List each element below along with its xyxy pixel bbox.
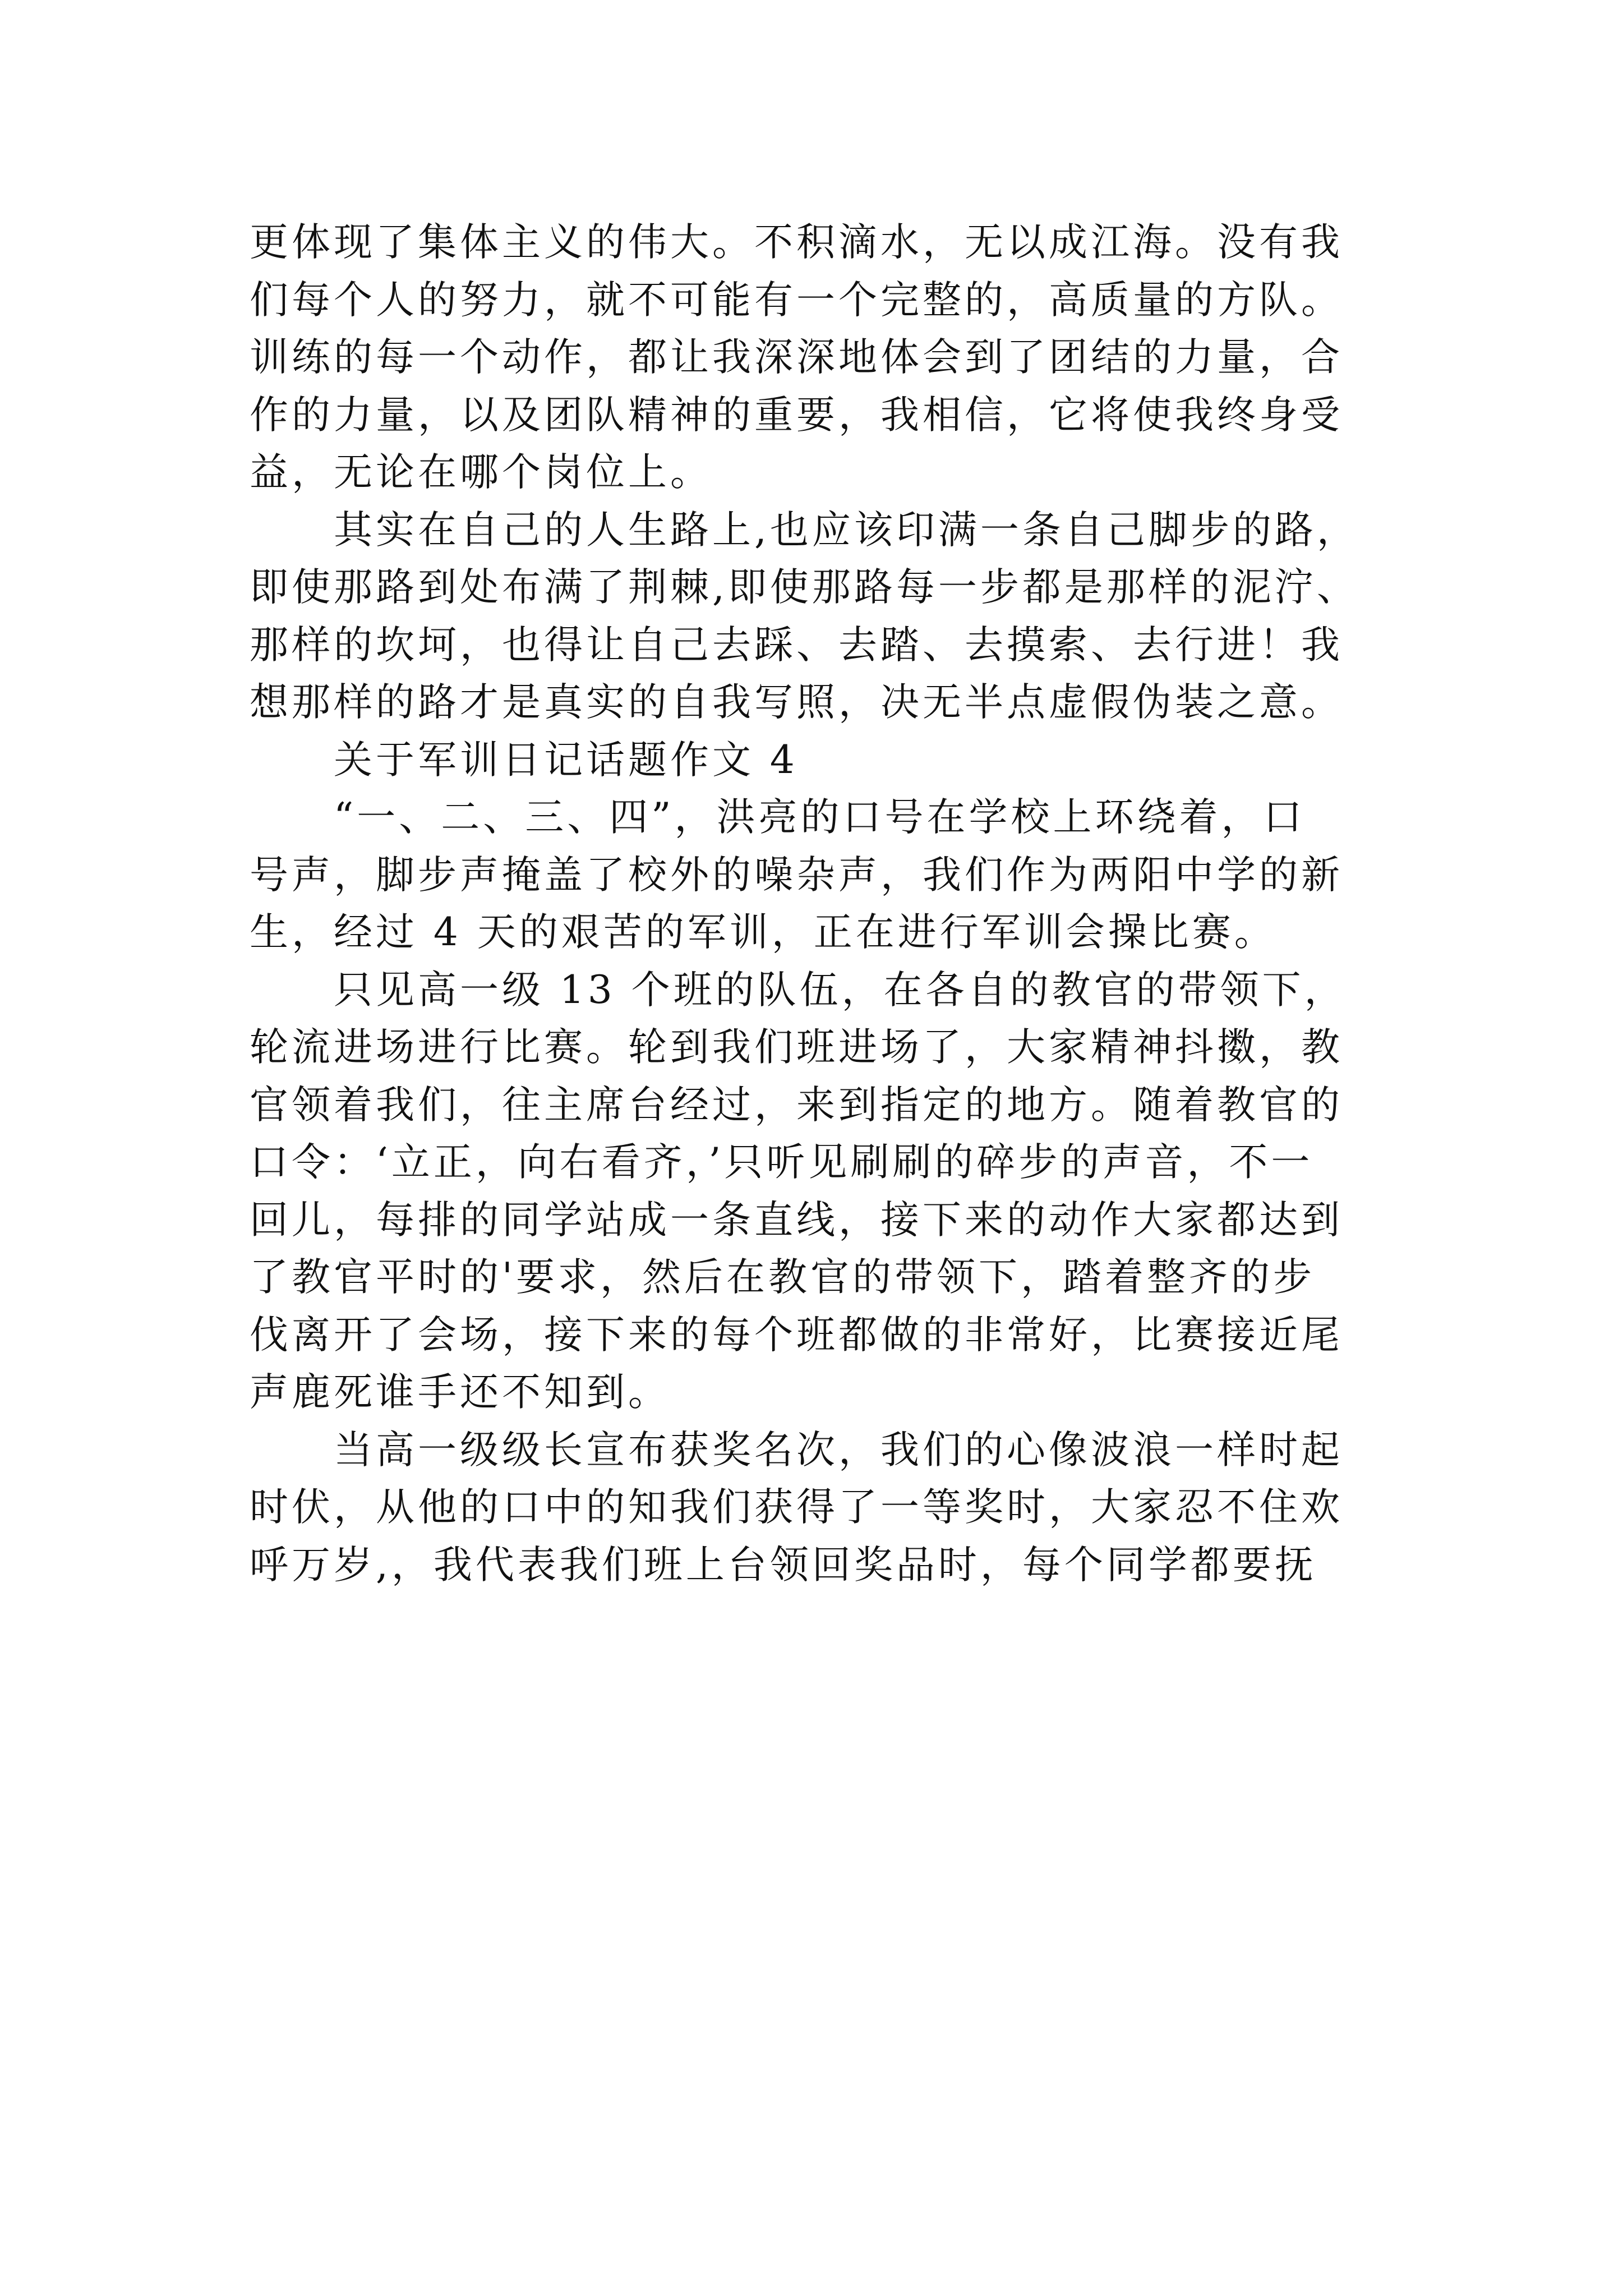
text-line: 生，经过 4 天的艰苦的军训，正在进行军训会操比赛。 [250,910,1276,955]
text-line: 那样的坎坷，也得让自己去踩、去踏、去摸索、去行进！我 [250,623,1343,668]
text-line: 回儿，每排的同学站成一条直线，接下来的动作大家都达到 [250,1198,1343,1243]
paragraph-first-line: 当高一级级长宣布获奖名次，我们的心像波浪一样时起 [334,1428,1343,1473]
paragraph-first-line: 其实在自己的人生路上,也应该印满一条自己脚步的路， [334,508,1359,553]
paragraph-first-line: 只见高一级 13 个班的队伍，在各自的教官的带领下， [334,968,1347,1013]
text-line: 声鹿死谁手还不知到。 [250,1370,670,1415]
text-line: 官领着我们，往主席台经过，来到指定的地方。随着教官的 [250,1083,1343,1128]
text-line: 们每个人的努力，就不可能有一个完整的，高质量的方队。 [250,278,1343,323]
text-line: 轮流进场进行比赛。轮到我们班进场了，大家精神抖擞，教 [250,1025,1343,1070]
text-line: 想那样的路才是真实的自我写照，决无半点虚假伪装之意。 [250,680,1343,725]
text-line: 伐离开了会场，接下来的每个班都做的非常好，比赛接近尾 [250,1313,1343,1358]
text-line: 了教官平时的'要求，然后在教官的带领下，踏着整齐的步 [250,1255,1315,1300]
text-line: 口令：‘立正，向右看齐，’只听见刷刷的碎步的声音，不一 [250,1140,1313,1185]
text-line: 更体现了集体主义的伟大。不积滴水，无以成江海。没有我 [250,220,1343,265]
text-line: 呼万岁,，我代表我们班上台领回奖品时，每个同学都要抚 [250,1543,1317,1588]
text-line: 即使那路到处布满了荆棘,即使那路每一步都是那样的泥泞、 [250,565,1359,610]
text-line: 作的力量，以及团队精神的重要，我相信，它将使我终身受 [250,393,1343,438]
paragraph-first-line: “一、二、三、四”，洪亮的口号在学校上环绕着，口 [334,795,1306,840]
text-line: 训练的每一个动作，都让我深深地体会到了团结的力量，合 [250,335,1343,380]
text-line: 益，无论在哪个岗位上。 [250,450,712,495]
text-line: 时伏，从他的口中的知我们获得了一等奖时，大家忍不住欢 [250,1485,1343,1530]
section-heading: 关于军训日记话题作文 4 [334,738,798,783]
text-line: 号声，脚步声掩盖了校外的噪杂声，我们作为两阳中学的新 [250,853,1343,898]
